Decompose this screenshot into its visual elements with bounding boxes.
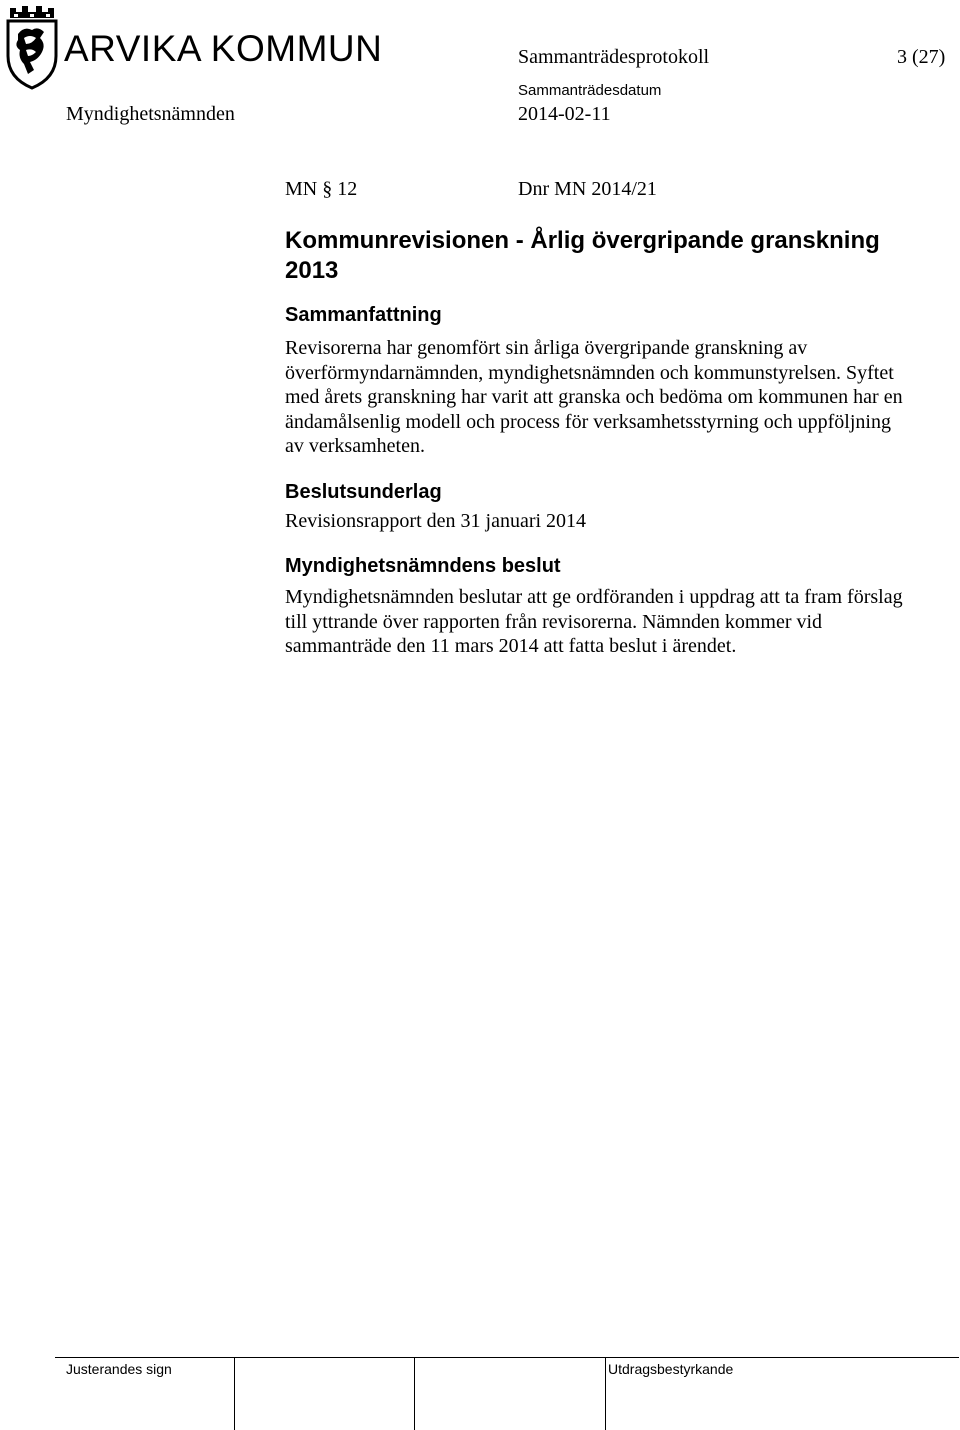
signature-cell-divider	[234, 1357, 235, 1430]
committee-name: Myndighetsnämnden	[66, 103, 235, 125]
footer-utdragsbestyrkande: Utdragsbestyrkande	[608, 1361, 734, 1377]
section-body-sammanfattning	[285, 336, 903, 459]
footer-justerandes-sign: Justerandes sign	[66, 1361, 172, 1377]
footer-divider	[55, 1357, 959, 1358]
title-line: Kommunrevisionen - Årlig övergripande granskning	[285, 227, 880, 254]
text-line: ändamålsenlig modell och process för verksamhetsstyrning och uppföljning	[285, 410, 891, 433]
section-body-beslut	[285, 585, 903, 659]
page-title	[285, 226, 925, 286]
page-number: 3 (27)	[897, 46, 946, 68]
text-line: sammanträde den 11 mars 2014 att fatta beslut i ärendet.	[285, 635, 737, 657]
text-line: med årets granskning har varit att granska och bedöma om kommunen har en	[285, 386, 903, 408]
title-line: 2013	[285, 257, 339, 284]
section-heading-sammanfattning: Sammanfattning	[285, 304, 442, 326]
signature-cell-divider	[605, 1357, 606, 1430]
paragraph-number: MN § 12	[285, 178, 358, 200]
text-line: Revisorerna har genomfört sin årliga övergripande granskning av	[285, 337, 808, 359]
text-line: till yttrande över rapporten från revisorerna. Nämnden kommer vid	[285, 610, 823, 633]
document-type: Sammanträdesprotokoll	[518, 46, 710, 68]
section-heading-beslutsunderlag: Beslutsunderlag	[285, 481, 442, 503]
date-label: Sammanträdesdatum	[518, 82, 662, 99]
diary-number: Dnr MN 2014/21	[518, 178, 657, 200]
section-heading-beslut: Myndighetsnämndens beslut	[285, 555, 561, 577]
text-line: av verksamheten.	[285, 435, 425, 457]
meeting-date: 2014-02-11	[518, 103, 611, 125]
brand-name: ARVIKA KOMMUN	[64, 28, 383, 69]
coat-of-arms-icon	[4, 4, 60, 90]
text-line: Myndighetsnämnden beslutar att ge ordföranden i uppdrag att ta fram förslag	[285, 586, 903, 608]
text-line: överförmyndarnämnden, myndighetsnämnden och kommunstyrelsen. Syftet	[285, 361, 894, 384]
signature-cell-divider	[414, 1357, 415, 1430]
section-body-beslutsunderlag	[285, 509, 586, 534]
text-line: Revisionsrapport den 31 januari 2014	[285, 510, 587, 532]
